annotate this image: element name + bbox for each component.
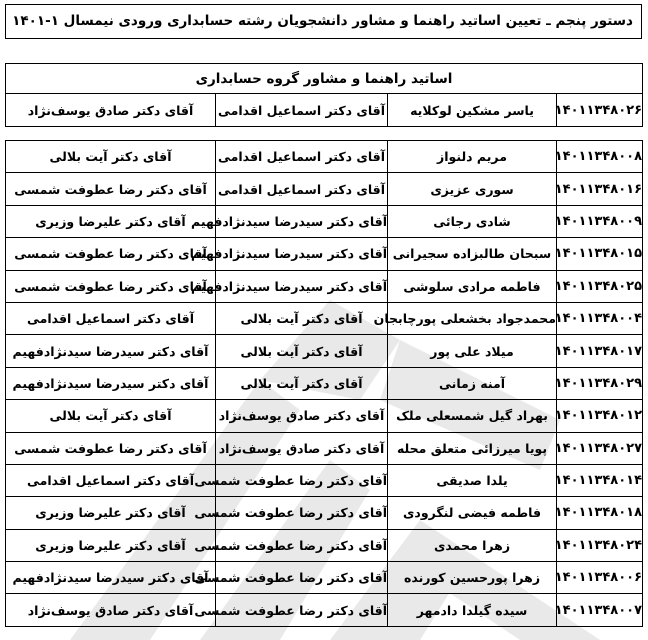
student-name: سیده گیلدا دادمهر	[388, 594, 557, 626]
table-row	[6, 302, 643, 334]
supervisor-name: آقای دکتر رضا عطوفت شمسی	[216, 464, 388, 496]
supervisor-name: آقای دکتر آیت بلالی	[216, 367, 388, 399]
student-name: سوری عزیزی	[388, 173, 557, 205]
student-id: ۱۴۰۱۱۳۴۸۰۱۸	[557, 497, 643, 529]
supervisor-name: آقای دکتر صادق یوسف‌نژاد	[216, 400, 388, 432]
table-row	[6, 270, 643, 302]
advisor-name: آقای دکتر سیدرضا سیدنژادفهیم	[6, 335, 216, 367]
student-name: فاطمه فیضی لنگرودی	[388, 497, 557, 529]
advisor-name: آقای دکتر سیدرضا سیدنژادفهیم	[6, 562, 216, 594]
supervisor-name: آقای دکتر رضا عطوفت شمسی	[216, 594, 388, 626]
advisor-name: آقای دکتر صادق یوسف‌نژاد	[6, 594, 216, 626]
advisors-header: اساتید راهنما و مشاور گروه حسابداری	[6, 64, 643, 94]
advisor-name: آقای دکتر سیدرضا سیدنژادفهیم	[6, 367, 216, 399]
student-id: ۱۴۰۱۱۳۴۸۰۲۷	[557, 432, 643, 464]
table-row	[6, 464, 643, 496]
table-row	[6, 205, 643, 237]
advisor-name: آقای دکتر آیت بلالی	[6, 400, 216, 432]
table-row	[6, 562, 643, 594]
student-id: ۱۴۰۱۱۳۴۸۰۰۴	[557, 302, 643, 334]
table-row	[6, 238, 643, 270]
supervisor-name: آقای دکتر آیت بلالی	[216, 302, 388, 334]
advisor-name: آقای دکتر آیت بلالی	[6, 141, 216, 173]
student-name: پویا میرزائی متعلق محله	[388, 432, 557, 464]
student-name: سبحان طالبزاده سجیرانی	[388, 238, 557, 270]
student-id: ۱۴۰۱۱۳۴۸۰۱۲	[557, 400, 643, 432]
students-table	[5, 140, 643, 627]
advisor-name: آقای دکتر علیرضا وزیری	[6, 497, 216, 529]
student-name: شادی رجائی	[388, 205, 557, 237]
table-row	[6, 529, 643, 561]
student-name: یلدا صدیقی	[388, 464, 557, 496]
student-name: زهرا پورحسین کورنده	[388, 562, 557, 594]
table-row	[6, 432, 643, 464]
table-row	[6, 141, 643, 173]
advisor-name: آقای دکتر رضا عطوفت شمسی	[6, 432, 216, 464]
advisor-name: آقای دکتر رضا عطوفت شمسی	[6, 173, 216, 205]
supervisor-name: آقای دکتر سیدرضا سیدنژادفهیم	[216, 205, 388, 237]
student-name: آمنه زمانی	[388, 367, 557, 399]
student-id: ۱۴۰۱۱۳۴۸۰۲۶	[557, 94, 643, 127]
supervisor-name: آقای دکتر صادق یوسف‌نژاد	[216, 432, 388, 464]
supervisor-name: آقای دکتر رضا عطوفت شمسی	[216, 529, 388, 561]
advisors-table	[5, 63, 643, 127]
supervisor-name: آقای دکتر اسماعیل اقدامی	[216, 173, 388, 205]
student-name: زهرا محمدی	[388, 529, 557, 561]
student-id: ۱۴۰۱۱۳۴۸۰۰۹	[557, 205, 643, 237]
advisor-name: آقای دکتر اسماعیل اقدامی	[6, 464, 216, 496]
table-row	[6, 335, 643, 367]
student-name: فاطمه مرادی سلوشی	[388, 270, 557, 302]
document-title: دستور پنجم ـ تعیین اساتید راهنما و مشاور دانشجویان رشته حسابداری ورودی نیمسال ۱-۱۴۰۱	[12, 13, 633, 29]
student-id: ۱۴۰۱۱۳۴۸۰۰۶	[557, 562, 643, 594]
student-name: یاسر مشکین لوکلایه	[388, 94, 557, 127]
supervisor-name: آقای دکتر سیدرضا سیدنژادفهیم	[216, 270, 388, 302]
supervisor-name: آقای دکتر سیدرضا سیدنژادفهیم	[216, 238, 388, 270]
student-id: ۱۴۰۱۱۳۴۸۰۰۸	[557, 141, 643, 173]
student-id: ۱۴۰۱۱۳۴۸۰۱۵	[557, 238, 643, 270]
student-id: ۱۴۰۱۱۳۴۸۰۲۵	[557, 270, 643, 302]
document-title-box	[5, 4, 642, 39]
table-row	[6, 497, 643, 529]
table-row	[6, 173, 643, 205]
student-name: محمدجواد بخشعلی پورچابجان	[388, 302, 557, 334]
student-id: ۱۴۰۱۱۳۴۸۰۲۹	[557, 367, 643, 399]
supervisor-name: آقای دکتر آیت بلالی	[216, 335, 388, 367]
advisor-name: آقای دکتر علیرضا وزیری	[6, 529, 216, 561]
student-name: مریم دلنواز	[388, 141, 557, 173]
student-id: ۱۴۰۱۱۳۴۸۰۱۶	[557, 173, 643, 205]
student-name: بهراد گیل شمسعلی ملک	[388, 400, 557, 432]
student-id: ۱۴۰۱۱۳۴۸۰۲۴	[557, 529, 643, 561]
supervisor-name: آقای دکتر رضا عطوفت شمسی	[216, 497, 388, 529]
advisor-name: آقای دکتر اسماعیل اقدامی	[6, 302, 216, 334]
table-row	[6, 594, 643, 626]
student-id: ۱۴۰۱۱۳۴۸۰۱۷	[557, 335, 643, 367]
supervisor-name: آقای دکتر اسماعیل اقدامی	[216, 94, 388, 127]
student-name: میلاد علی پور	[388, 335, 557, 367]
advisor-name: آقای دکتر رضا عطوفت شمسی	[6, 270, 216, 302]
supervisor-name: آقای دکتر اسماعیل اقدامی	[216, 141, 388, 173]
student-id: ۱۴۰۱۱۳۴۸۰۰۷	[557, 594, 643, 626]
advisors-row	[6, 94, 643, 127]
advisor-name: آقای دکتر صادق یوسف‌نژاد	[6, 94, 216, 127]
advisor-name: آقای دکتر علیرضا وزیری	[6, 205, 216, 237]
supervisor-name: آقای دکتر رضا عطوفت شمسی	[216, 562, 388, 594]
table-row	[6, 400, 643, 432]
table-row	[6, 367, 643, 399]
advisor-name: آقای دکتر رضا عطوفت شمسی	[6, 238, 216, 270]
student-id: ۱۴۰۱۱۳۴۸۰۱۴	[557, 464, 643, 496]
